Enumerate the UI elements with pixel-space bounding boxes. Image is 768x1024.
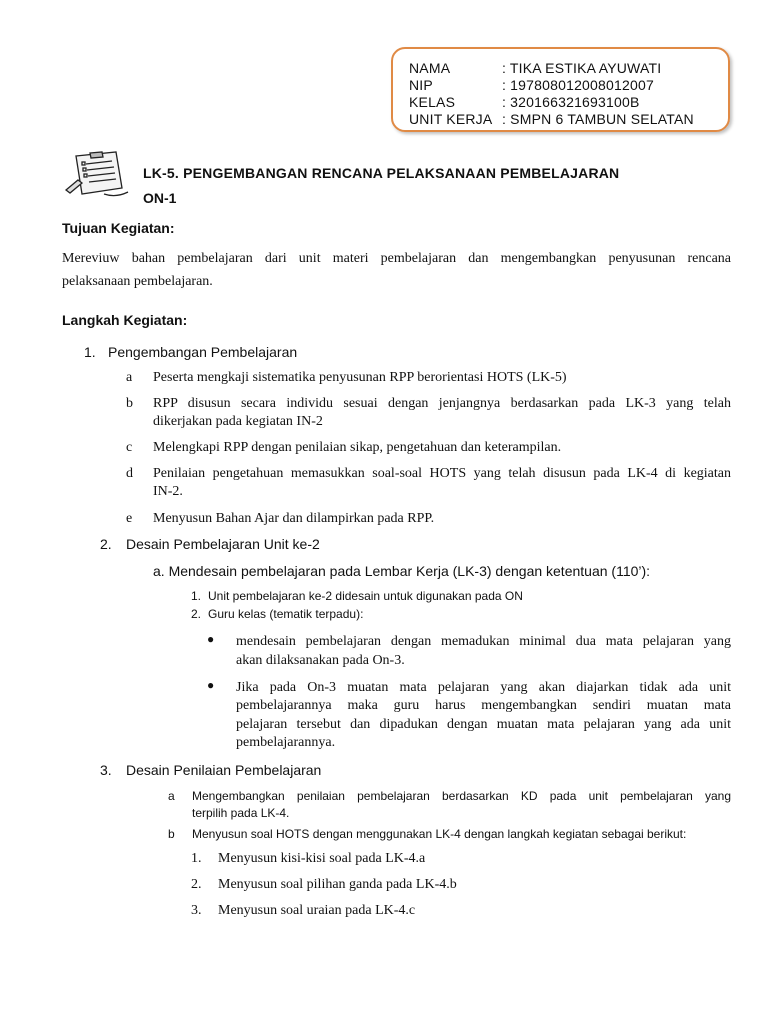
- section2-title: Desain Pembelajaran Unit ke-2: [126, 536, 320, 552]
- bullet-item: mendesain pembelajaran dengan memadukan minimal dua mata pelajaran yang: [236, 634, 731, 649]
- section2-number: 2.: [100, 536, 112, 552]
- list-letter: b: [168, 827, 175, 841]
- bullet-item-continued: akan dilaksanakan pada On-3.: [236, 653, 405, 668]
- identity-label: NAMA: [409, 60, 451, 76]
- clipboard-icon: [64, 150, 130, 200]
- list-item: Menyusun soal HOTS dengan menggunakan LK-4 dengan langkah kegiatan sebagai berikut:: [192, 827, 687, 841]
- langkah-heading: Langkah Kegiatan:: [62, 312, 188, 328]
- bullet-icon: ●: [207, 632, 215, 646]
- numbered-index: 2.: [191, 607, 202, 621]
- list-item-continued: IN-2.: [153, 484, 183, 499]
- identity-label: KELAS: [409, 94, 456, 110]
- section3-number: 3.: [100, 762, 112, 778]
- section1-number: 1.: [84, 344, 96, 360]
- list-item: Mengembangkan penilaian pembelajaran berdasarkan KD pada unit pembelajaran yang: [192, 789, 731, 803]
- numbered-item: Guru kelas (tematik terpadu):: [208, 607, 364, 621]
- list-letter: b: [126, 396, 133, 411]
- identity-value: : 320166321693100B: [502, 94, 640, 110]
- identity-label: UNIT KERJA: [409, 111, 493, 127]
- identity-label: NIP: [409, 77, 433, 93]
- list-item: Peserta mengkaji sistematika penyusunan RPP berorientasi HOTS (LK-5): [153, 370, 567, 385]
- list-item: Menyusun Bahan Ajar dan dilampirkan pada RPP.: [153, 511, 435, 526]
- list-item-continued: dikerjakan pada kegiatan IN-2: [153, 414, 323, 429]
- list-letter: a: [126, 370, 133, 385]
- list-item: Melengkapi RPP dengan penilaian sikap, pengetahuan dan keterampilan.: [153, 440, 562, 455]
- page-subtitle: ON-1: [143, 190, 177, 206]
- bullet-icon: ●: [207, 678, 215, 692]
- section2-sub-a: a. Mendesain pembelajaran pada Lembar Kerja (LK-3) dengan ketentuan (110’):: [153, 563, 651, 579]
- section1-title: Pengembangan Pembelajaran: [108, 344, 298, 360]
- step-item: Menyusun soal uraian pada LK-4.c: [218, 903, 416, 918]
- list-letter: e: [126, 511, 133, 526]
- tujuan-line-1: Mereviuw bahan pembelajaran dari unit materi pembelajaran dan mengembangkan penyusunan rencana: [62, 251, 731, 266]
- numbered-item: Unit pembelajaran ke-2 didesain untuk digunakan pada ON: [208, 589, 523, 603]
- step-item: Menyusun kisi-kisi soal pada LK-4.a: [218, 851, 426, 866]
- list-letter: a: [168, 789, 175, 803]
- identity-value: : TIKA ESTIKA AYUWATI: [502, 60, 662, 76]
- bullet-item-continued: pelajaran tersebut dan dipadukan dengan muatan mata pelajaran yang ada unit: [236, 717, 731, 732]
- list-letter: d: [126, 466, 133, 481]
- list-letter: c: [126, 440, 133, 455]
- list-item: RPP disusun secara individu sesuai dengan jenjangnya berdasarkan pada LK-3 yang telah: [153, 396, 731, 411]
- step-number: 2.: [191, 877, 202, 892]
- step-number: 3.: [191, 903, 202, 918]
- list-item: Penilaian pengetahuan memasukkan soal-soal HOTS yang telah disusun pada LK-4 di kegiatan: [153, 466, 731, 481]
- bullet-item-continued: pembelajarannya.: [236, 735, 336, 750]
- tujuan-line-2: pelaksanaan pembelajaran.: [62, 274, 213, 289]
- bullet-item-continued: pembelajarannya maka guru harus mengembangkan sendiri muatan mata: [236, 698, 731, 713]
- page-title: LK-5. PENGEMBANGAN RENCANA PELAKSANAAN PEMBELAJARAN: [143, 165, 620, 181]
- identity-box: [391, 47, 730, 132]
- bullet-item: Jika pada On-3 muatan mata pelajaran yang akan diajarkan tidak ada unit: [236, 680, 731, 695]
- tujuan-heading: Tujuan Kegiatan:: [62, 220, 175, 236]
- identity-value: : SMPN 6 TAMBUN SELATAN: [502, 111, 694, 127]
- section3-title: Desain Penilaian Pembelajaran: [126, 762, 322, 778]
- step-number: 1.: [191, 851, 202, 866]
- list-item-continued: terpilih pada LK-4.: [192, 806, 290, 820]
- identity-value: : 197808012008012007: [502, 77, 654, 93]
- step-item: Menyusun soal pilihan ganda pada LK-4.b: [218, 877, 457, 892]
- numbered-index: 1.: [191, 589, 202, 603]
